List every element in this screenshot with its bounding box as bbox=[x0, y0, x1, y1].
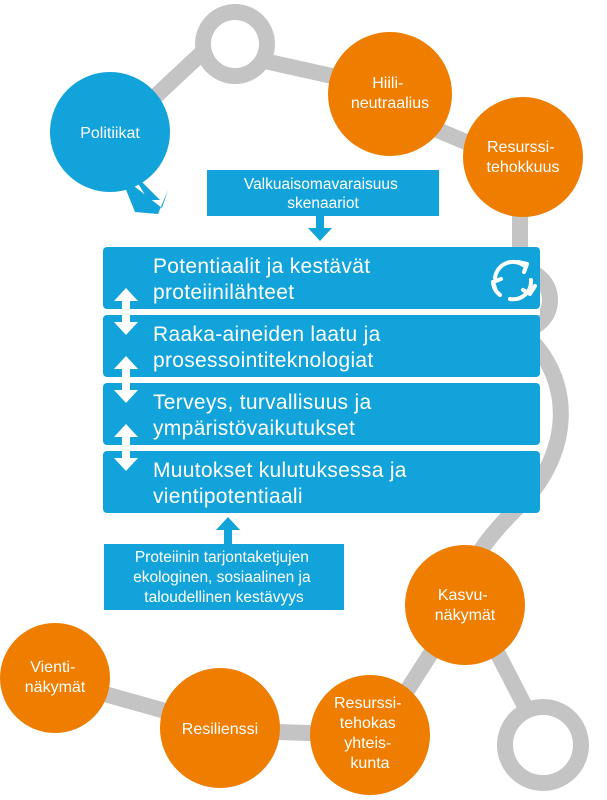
kasvunakymat-label: Kasvu- näkymät bbox=[434, 587, 496, 624]
bar-stack bbox=[103, 247, 540, 513]
top-note bbox=[207, 170, 439, 241]
ring-node-bottom-right bbox=[505, 707, 581, 783]
vientinakymat-label: Vienti- näkymät bbox=[24, 659, 86, 696]
bar-separator bbox=[103, 445, 540, 451]
bar-muutokset-label: Muutokset kulutuksessa ja vientipotentiaali bbox=[153, 459, 407, 508]
kasvunakymat-circle bbox=[405, 545, 525, 665]
resurssitehokkuus-circle bbox=[463, 97, 583, 217]
resurssitehokas-yhteiskunta-label: Resurssi- tehokas yhteis- kunta bbox=[333, 695, 402, 772]
bottom-note-arrow-up-icon bbox=[216, 517, 240, 544]
bar-raaka-aineiden-label: Raaka-aineiden laatu ja prosessointiteknologiat bbox=[153, 323, 381, 372]
resilienssi-label: Resilienssi bbox=[181, 721, 259, 738]
bar-potentiaalit bbox=[103, 247, 540, 309]
bar-terveys-label: Terveys, turvallisuus ja ympäristövaikutukset bbox=[153, 391, 372, 440]
politiikat-node bbox=[50, 72, 170, 214]
bar-separator bbox=[103, 377, 540, 383]
resurssitehokkuus-label: Resurssi- tehokkuus bbox=[486, 139, 560, 176]
bar-muutokset bbox=[103, 451, 540, 513]
top-note-label: Valkuaisomavaraisuus skenaariot bbox=[243, 176, 398, 212]
bottom-note-label: Proteiinin tarjontaketjujen ekologinen, sosiaalinen ja taloudellinen kestävyys bbox=[133, 549, 311, 606]
resurssitehokkuus-node bbox=[463, 97, 583, 217]
ring-node-top bbox=[203, 12, 267, 76]
hiilineutraalius-circle bbox=[328, 32, 452, 156]
hiilineutraalius-node bbox=[328, 32, 452, 156]
kasvunakymat-node bbox=[405, 545, 525, 665]
resilienssi-node bbox=[160, 668, 280, 788]
bar-potentiaalit-label: Potentiaalit ja kestävät proteiinilähteet bbox=[153, 255, 371, 304]
top-note-arrow-down-icon bbox=[308, 216, 332, 241]
bottom-note bbox=[104, 517, 344, 610]
bar-raaka-aineiden bbox=[103, 315, 540, 377]
resurssitehokas-yhteiskunta-node bbox=[310, 675, 430, 795]
bar-separator bbox=[103, 309, 540, 315]
vientinakymat-circle bbox=[0, 623, 110, 733]
bar-terveys bbox=[103, 383, 540, 445]
politiikat-label: Politiikat bbox=[80, 125, 140, 142]
vientinakymat-node bbox=[0, 623, 110, 733]
hiilineutraalius-label: Hiili- neutraalius bbox=[350, 75, 430, 112]
